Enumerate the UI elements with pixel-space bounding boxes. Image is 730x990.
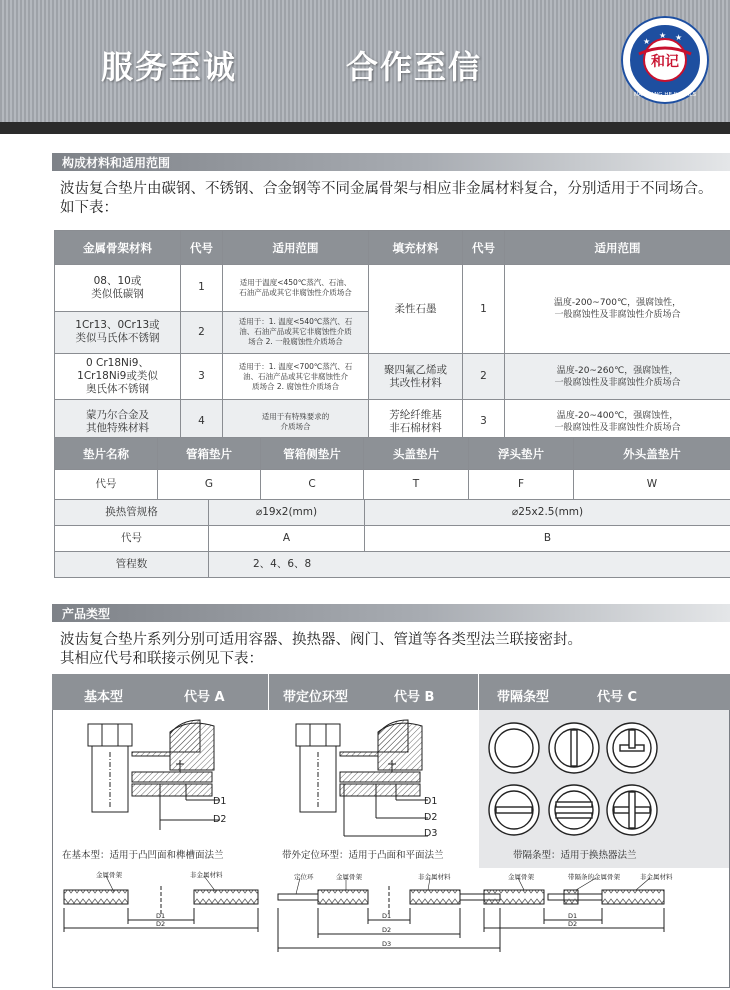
tube-spec-a: ⌀19x2(mm)	[209, 500, 365, 526]
b-label-nonmetal: 非金属材料	[418, 873, 451, 881]
filler-code-cell: 2	[463, 354, 505, 400]
c-section-d1: D1	[568, 912, 578, 920]
th-scope: 适用范围	[505, 231, 730, 265]
th-scope: 适用范围	[223, 231, 369, 265]
b-section-d2: D2	[382, 926, 392, 934]
header-band	[0, 122, 730, 134]
company-logo	[619, 14, 711, 106]
th-outer-head-gasket: 外头盖垫片	[574, 438, 730, 470]
metal-scope-cell: 适用于：1. 温度<700℃蒸汽、石 油、石油产品或其它非腐蚀性介 质场合 2. 腐蚀性介质场合	[223, 354, 369, 400]
type-a-code: 代号 A	[184, 690, 225, 705]
type-c-name: 带隔条型	[497, 690, 550, 705]
metal-code-cell: 4	[181, 400, 223, 444]
type-b-d3-label: D3	[424, 828, 438, 839]
section-title-types: 产品类型	[62, 607, 111, 621]
filler-material-cell: 聚四氟乙烯或 其改性材料	[369, 354, 463, 400]
filler-code-cell: 3	[463, 400, 505, 444]
tube-spec-label: 换热管规格	[55, 500, 209, 526]
tube-spec-b: ⌀25x2.5(mm)	[365, 500, 730, 526]
th-code: 代号	[463, 231, 505, 265]
metal-scope-cell: 适用于：1. 温度<540℃蒸汽、石 油、石油产品或其它非腐蚀性介质 场合 2. 一般腐蚀性介质场合	[223, 311, 369, 353]
intro-materials-line1: 波齿复合垫片由碳钢、不锈钢、合金钢等不同金属骨架与相应非金属材料复合，分别适用于不同场合。	[60, 181, 713, 197]
tube-table	[54, 499, 730, 578]
type-b-caption: 带外定位环型：适用于凸面和平面法兰	[282, 850, 444, 861]
c-label-partition: 带隔条的金属骨架	[568, 873, 620, 881]
th-channel-side-gasket: 管箱侧垫片	[261, 438, 364, 470]
slogan-right: 合作至信	[346, 48, 483, 86]
logo-ring-text: NAN FANG HE JI SEALS	[634, 92, 696, 98]
filler-material-cell: 柔性石墨	[369, 265, 463, 354]
code-f: F	[469, 470, 574, 500]
filler-scope-cell: 温度-20~400℃，强腐蚀性， 一般腐蚀性及非腐蚀性介质场合	[505, 400, 730, 444]
a-label-nonmetal: 非金属材料	[190, 871, 223, 879]
type-b-d1-label: D1	[424, 796, 438, 807]
section-title-materials: 构成材料和适用范围	[62, 156, 171, 170]
metal-scope-cell: 适用于温度<450℃蒸汽、石油、 石油产品或其它非腐蚀性介质场合	[223, 265, 369, 312]
intro-types-line1: 波齿复合垫片系列分别可适用容器、换热器、阀门、管道等各类型法兰联接密封。	[60, 632, 582, 648]
c-label-metal: 金属骨架	[508, 873, 534, 881]
tube-code-label: 代号	[55, 526, 209, 552]
c-label-nonmetal: 非金属材料	[640, 873, 673, 881]
code-g: G	[158, 470, 261, 500]
th-metal-material: 金属骨架材料	[55, 231, 181, 265]
type-a-caption: 在基本型：适用于凸凹面和榫槽面法兰	[62, 850, 224, 861]
metal-material-cell: 1Cr13、0Cr13或 类似马氏体不锈钢	[55, 311, 181, 353]
filler-material-cell: 芳纶纤维基 非石棉材料	[369, 400, 463, 444]
b-section-d3: D3	[382, 940, 392, 948]
gasket-header-row	[55, 438, 730, 470]
metal-code-cell: 2	[181, 311, 223, 353]
svg-text:★: ★	[675, 33, 683, 42]
svg-text:★: ★	[643, 37, 651, 46]
code-w: W	[574, 470, 730, 500]
type-a-name: 基本型	[84, 690, 124, 705]
type-b-code: 代号 B	[394, 690, 435, 705]
a-label-metal: 金属骨架	[96, 871, 122, 879]
metal-material-cell: 蒙乃尔合金及 其他特殊材料	[55, 400, 181, 444]
filler-scope-cell: 温度-200~700℃，强腐蚀性， 一般腐蚀性及非腐蚀性介质场合	[505, 265, 730, 354]
gasket-table	[54, 437, 730, 500]
table-row	[55, 552, 730, 578]
b-label-ring: 定位环	[294, 873, 314, 881]
type-c-caption: 带隔条型：适用于换热器法兰	[513, 850, 637, 861]
type-a-d2-label: D2	[213, 814, 227, 825]
type-c-partition-shapes	[482, 712, 726, 842]
type-b-name: 带定位环型	[283, 690, 349, 705]
svg-text:★: ★	[659, 31, 667, 40]
metal-material-cell: 08、10或 类似低碳钢	[55, 265, 181, 312]
th-code: 代号	[181, 231, 223, 265]
section-bar-materials	[52, 153, 730, 171]
type-a-d1-label: D1	[213, 796, 227, 807]
section-bar-types	[52, 604, 730, 622]
c-section-d2: D2	[568, 920, 578, 928]
metal-code-cell: 3	[181, 354, 223, 400]
code-label: 代号	[55, 470, 158, 500]
th-gasket-name: 垫片名称	[55, 438, 158, 470]
logo-text: 和记	[651, 54, 679, 70]
th-head-gasket: 头盖垫片	[364, 438, 469, 470]
b-label-metal: 金属骨架	[336, 873, 362, 881]
th-filler-material: 填充材料	[369, 231, 463, 265]
table-row	[55, 500, 730, 526]
tube-pass-value: 2、4、6、8	[209, 552, 365, 578]
a-section-d1: D1	[156, 912, 166, 920]
tube-code-b: B	[365, 526, 730, 552]
table-row	[55, 265, 730, 312]
metal-material-cell: 0 Cr18Ni9、 1Cr18Ni9或类似 奥氏体不锈钢	[55, 354, 181, 400]
table-row	[55, 470, 730, 500]
filler-code-cell: 1	[463, 265, 505, 354]
th-channel-gasket: 管箱垫片	[158, 438, 261, 470]
metal-code-cell: 1	[181, 265, 223, 312]
metal-scope-cell: 适用于有特殊要求的 介质场合	[223, 400, 369, 444]
slogan-left: 服务至诚	[101, 48, 238, 86]
type-a-flange-drawing	[60, 712, 260, 842]
code-c: C	[261, 470, 364, 500]
materials-header-row	[55, 231, 730, 265]
materials-table	[54, 230, 730, 444]
filler-scope-cell: 温度-20~260℃，强腐蚀性， 一般腐蚀性及非腐蚀性介质场合	[505, 354, 730, 400]
type-b-d2-label: D2	[424, 812, 438, 823]
a-section-d2: D2	[156, 920, 166, 928]
type-c-code: 代号 C	[597, 690, 638, 705]
table-row	[55, 526, 730, 552]
intro-materials-line2: 如下表：	[60, 200, 118, 216]
th-floating-head-gasket: 浮头垫片	[469, 438, 574, 470]
tube-pass-label: 管程数	[55, 552, 209, 578]
tube-code-a: A	[209, 526, 365, 552]
intro-types-line2: 其相应代号和联接示例见下表：	[60, 651, 263, 667]
code-t: T	[364, 470, 469, 500]
b-section-d1: D1	[382, 912, 392, 920]
table-row	[55, 354, 730, 400]
